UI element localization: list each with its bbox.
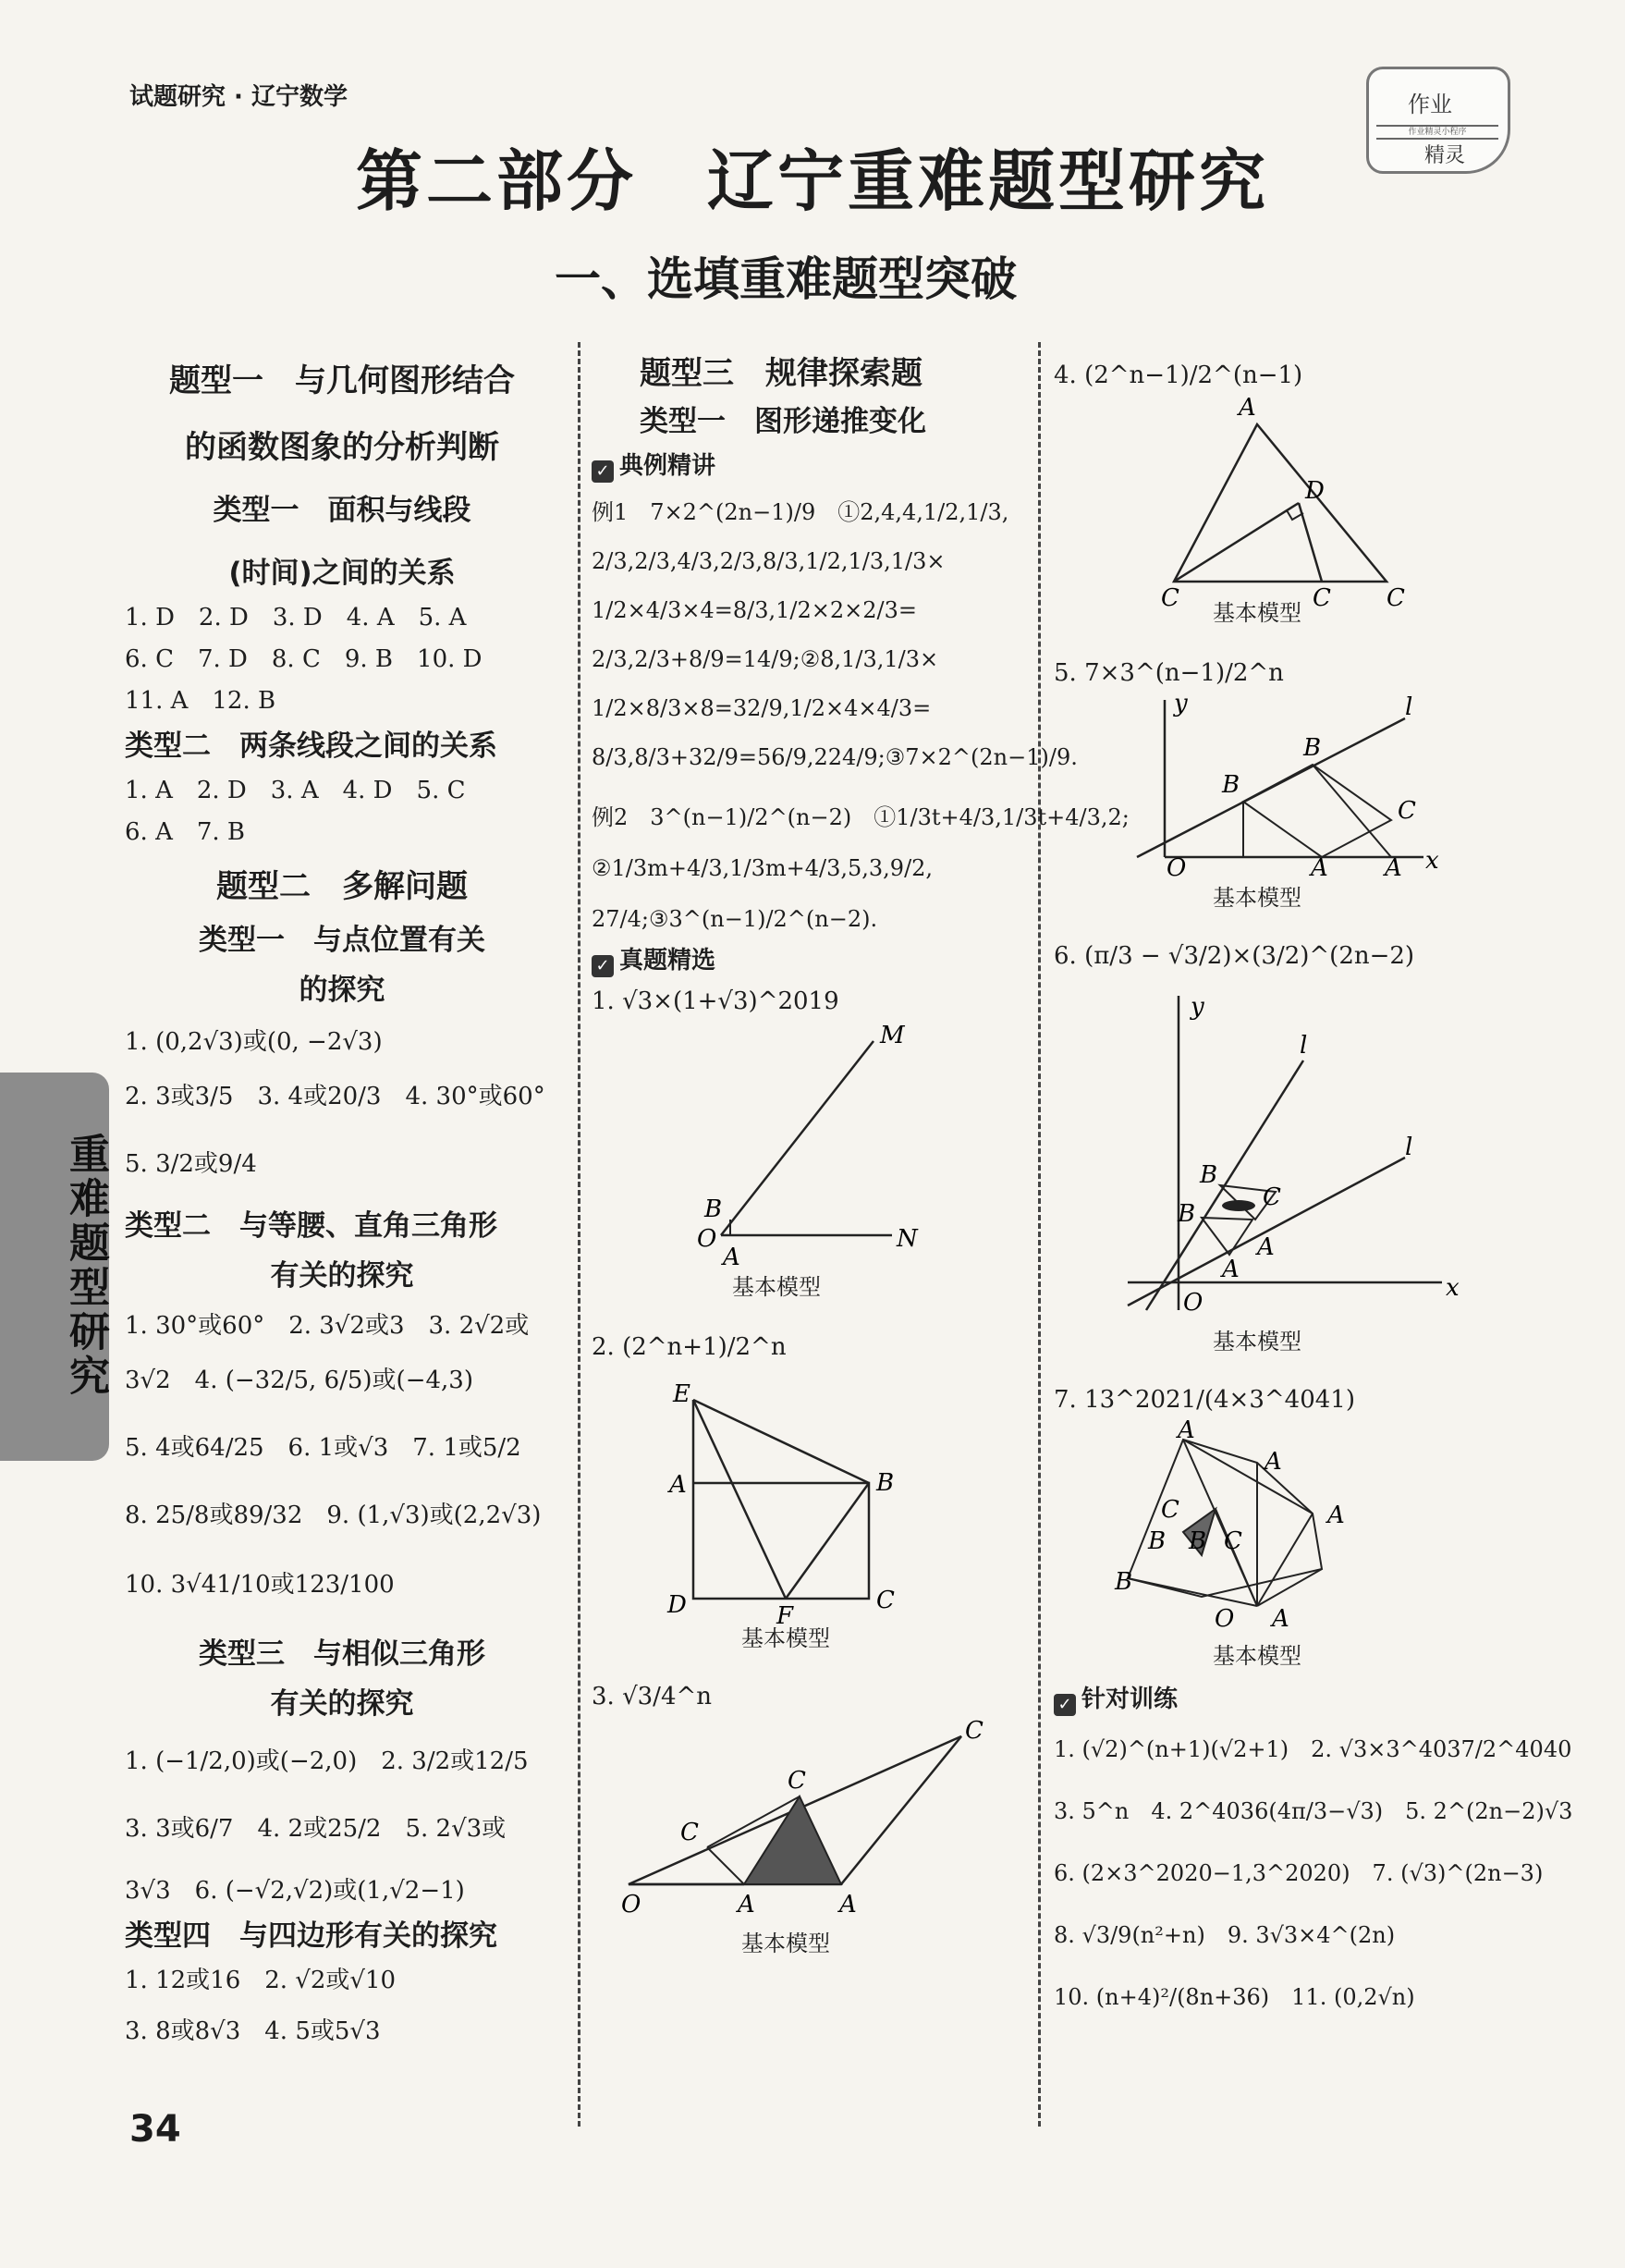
- answer-line: 10. 3√41/10或123/100: [125, 1571, 395, 1599]
- column-divider: [578, 342, 580, 2127]
- figure-label: D: [1305, 477, 1325, 505]
- section-heading: 的函数图象的分析判断: [185, 429, 499, 466]
- figure-label: A: [1222, 1256, 1240, 1283]
- figure-label: C: [965, 1717, 984, 1745]
- type-heading: 类型二 两条线段之间的关系: [125, 729, 497, 763]
- figure-label: y: [1191, 993, 1204, 1021]
- figure-caption: 基本模型: [741, 1931, 830, 1956]
- type-heading: 类型一 图形递推变化: [640, 405, 926, 438]
- figure-label: B: [1115, 1568, 1133, 1596]
- tag-label: ✓ 针对训练: [1054, 1679, 1488, 1720]
- answer-line: 6. A 7. B: [125, 818, 246, 846]
- figure-label: A: [738, 1891, 755, 1919]
- answer-line: 1. D 2. D 3. D 4. A 5. A: [125, 604, 467, 631]
- figure-label: C: [1313, 584, 1331, 612]
- stamp-bottom-text: 精灵: [1424, 144, 1466, 167]
- figure-label: C: [1161, 1496, 1179, 1524]
- answer-line: 11. A 12. B: [125, 687, 276, 715]
- answer-line: 1. (0,2√3)或(0, −2√3): [125, 1028, 383, 1056]
- figure-label: C: [1263, 1183, 1281, 1211]
- section-heading: 题型一 与几何图形结合: [169, 362, 515, 399]
- answer-line: 6. C 7. D 8. C 9. B 10. D: [125, 645, 483, 673]
- figure-label: A: [1385, 854, 1402, 882]
- figure-label: A: [1272, 1605, 1289, 1633]
- tag-label: ✓ 真题精选: [592, 940, 1026, 981]
- page-subtitle: 一、选填重难题型突破: [555, 252, 1017, 306]
- figure-label: O: [697, 1225, 717, 1253]
- figure-label: M: [880, 1022, 905, 1049]
- check-icon: ✓: [592, 955, 614, 977]
- figure-label: C: [1224, 1527, 1242, 1555]
- answer-line: 5. 7×3^(n−1)/2^n: [1054, 659, 1284, 687]
- answer-line: 3. 8或8√3 4. 5或5√3: [125, 2017, 381, 2045]
- answer-line: 3. 3或6/7 4. 2或25/2 5. 2√3或: [125, 1815, 507, 1843]
- figure-label: N: [897, 1225, 918, 1253]
- answer-line: 例1 7×2^(2n−1)/9 ①2,4,4,1/2,1/3,: [592, 499, 1009, 525]
- section-heading: 题型三 规律探索题: [640, 355, 922, 392]
- figure-angle: [697, 1022, 980, 1272]
- figure-triangle-d: [1146, 394, 1442, 612]
- figure-label: l: [1405, 693, 1413, 721]
- answer-line: 27/4;③3^(n−1)/2^(n−2).: [592, 906, 878, 932]
- figure-label: C: [1161, 584, 1179, 612]
- figure-label: O: [1183, 1289, 1203, 1317]
- figure-label: C: [1387, 584, 1405, 612]
- figure-label: A: [1257, 1233, 1275, 1261]
- figure-rotating-triangles: [1115, 1416, 1433, 1634]
- figure-label: D: [667, 1591, 687, 1619]
- figure-caption: 基本模型: [1213, 885, 1301, 911]
- figure-label: B: [704, 1195, 723, 1223]
- section-heading: 题型二 多解问题: [216, 868, 468, 905]
- stamp-top-text: 作业: [1408, 92, 1452, 117]
- figure-label: A: [669, 1471, 687, 1499]
- answer-line: 4. (2^n−1)/2^(n−1): [1054, 362, 1303, 389]
- answer-line: 6. (2×3^2020−1,3^2020) 7. (√3)^(2n−3): [1054, 1860, 1544, 1886]
- figure-triangles: [610, 1718, 998, 1921]
- answer-line: 8. 25/8或89/32 9. (1,√3)或(2,2√3): [125, 1502, 542, 1529]
- answer-line: 例2 3^(n−1)/2^(n−2) ①1/3t+4/3,1/3t+4/3,2;: [592, 804, 1130, 830]
- answer-line: 10. (n+4)²/(8n+36) 11. (0,2√n): [1054, 1984, 1415, 2010]
- stamp-mid-text: 作业精灵小程序: [1376, 125, 1498, 140]
- figure-caption: 基本模型: [1213, 600, 1301, 626]
- figure-label: y: [1174, 690, 1188, 717]
- figure-label: O: [1167, 854, 1187, 882]
- answer-line: 5. 3/2或9/4: [125, 1150, 257, 1178]
- tag-label: ✓ 典例精讲: [592, 446, 1026, 486]
- answer-line: 3. 5^n 4. 2^4036(4π/3−√3) 5. 2^(2n−2)√3: [1054, 1798, 1573, 1824]
- answer-line: 1. A 2. D 3. A 4. D 5. C: [125, 777, 466, 804]
- figure-label: E: [673, 1380, 690, 1408]
- figure-label: A: [1327, 1502, 1345, 1529]
- check-icon: ✓: [592, 460, 614, 483]
- figure-label: x: [1446, 1274, 1460, 1302]
- figure-caption: 基本模型: [741, 1625, 830, 1651]
- answer-line: 1/2×4/3×4=8/3,1/2×2×2/3=: [592, 597, 917, 623]
- header-series-label: 试题研究 · 辽宁数学: [129, 83, 348, 111]
- answer-line: 2. (2^n+1)/2^n: [592, 1333, 787, 1361]
- answer-line: 1. (−1/2,0)或(−2,0) 2. 3/2或12/5: [125, 1747, 529, 1775]
- answer-line: 2. 3或3/5 3. 4或20/3 4. 30°或60°: [125, 1083, 545, 1110]
- figure-label: C: [1398, 797, 1416, 825]
- figure-label: l: [1300, 1032, 1308, 1060]
- figure-rectangle: [666, 1380, 943, 1630]
- answer-line: 3. √3/4^n: [592, 1683, 713, 1710]
- answer-line: 1. 30°或60° 2. 3√2或3 3. 2√2或: [125, 1312, 530, 1340]
- figure-label: C: [876, 1587, 895, 1614]
- figure-label: B: [876, 1469, 895, 1497]
- figure-label: A: [1311, 854, 1328, 882]
- column-divider: [1038, 342, 1041, 2127]
- answer-line: 8/3,8/3+32/9=56/9,224/9;③7×2^(2n−1)/9.: [592, 744, 1078, 770]
- figure-label: C: [680, 1819, 699, 1846]
- figure-label: O: [1215, 1605, 1235, 1633]
- page-title: 第二部分 辽宁重难题型研究: [355, 142, 1269, 220]
- answer-line: 2/3,2/3+8/9=14/9;②8,1/3,1/3×: [592, 646, 939, 672]
- type-heading: 类型三 与相似三角形: [199, 1637, 485, 1671]
- figure-caption: 基本模型: [732, 1274, 821, 1300]
- figure-label: B: [1222, 771, 1240, 799]
- page-number: 34: [129, 2108, 181, 2151]
- column-3: [1054, 342, 1573, 2018]
- figure-label: B: [1189, 1527, 1207, 1555]
- sidebar-label: 重难题型研究: [62, 1133, 109, 1399]
- figure-label: B: [1200, 1161, 1218, 1189]
- type-heading: 的探究: [299, 974, 385, 1007]
- figure-label: C: [788, 1767, 806, 1795]
- check-icon: ✓: [1054, 1694, 1076, 1716]
- figure-coordinate-1: [1128, 690, 1460, 882]
- answer-line: 3√3 6. (−√2,√2)或(1,√2−1): [125, 1877, 465, 1905]
- figure-label: B: [1148, 1527, 1167, 1555]
- figure-coordinate-2: [1091, 977, 1460, 1319]
- figure-label: A: [723, 1244, 740, 1271]
- answer-line: 1/2×8/3×8=32/9,1/2×4×4/3=: [592, 695, 932, 721]
- answer-line: 1. 12或16 2. √2或√10: [125, 1967, 397, 1994]
- type-heading: 类型一 与点位置有关: [199, 924, 485, 957]
- figure-caption: 基本模型: [1213, 1329, 1301, 1355]
- answer-line: 7. 13^2021/(4×3^4041): [1054, 1386, 1355, 1414]
- figure-label: A: [839, 1891, 857, 1919]
- answer-line: ②1/3m+4/3,1/3m+4/3,5,3,9/2,: [592, 855, 934, 881]
- figure-label: x: [1425, 847, 1439, 875]
- answer-line: 1. √3×(1+√3)^2019: [592, 987, 839, 1015]
- type-heading: 类型四 与四边形有关的探究: [125, 1919, 497, 1953]
- figure-label: O: [621, 1891, 641, 1919]
- figure-label: B: [1303, 734, 1322, 762]
- figure-label: A: [1265, 1448, 1282, 1476]
- figure-caption: 基本模型: [1213, 1643, 1301, 1669]
- answer-line: 5. 4或64/25 6. 1或√3 7. 1或5/2: [125, 1434, 521, 1462]
- figure-label: l: [1405, 1134, 1413, 1161]
- answer-line: 8. √3/9(n²+n) 9. 3√3×4^(2n): [1054, 1922, 1396, 1948]
- answer-line: 6. (π/3 − √3/2)×(3/2)^(2n−2): [1054, 942, 1415, 970]
- answer-line: 1. (√2)^(n+1)(√2+1) 2. √3×3^4037/2^4040: [1054, 1736, 1572, 1762]
- column-1: [125, 342, 559, 2053]
- answer-line: 3√2 4. (−32/5, 6/5)或(−4,3): [125, 1367, 473, 1394]
- figure-label: B: [1178, 1200, 1196, 1228]
- type-heading: 有关的探究: [270, 1259, 414, 1293]
- type-heading: (时间)之间的关系: [228, 557, 456, 590]
- type-heading: 类型一 面积与线段: [213, 494, 471, 527]
- figure-label: F: [776, 1602, 794, 1630]
- type-heading: 有关的探究: [270, 1687, 414, 1721]
- type-heading: 类型二 与等腰、直角三角形: [125, 1209, 497, 1243]
- figure-label: A: [1239, 394, 1256, 422]
- figure-label: A: [1178, 1416, 1195, 1444]
- answer-line: 2/3,2/3,4/3,2/3,8/3,1/2,1/3,1/3×: [592, 548, 946, 574]
